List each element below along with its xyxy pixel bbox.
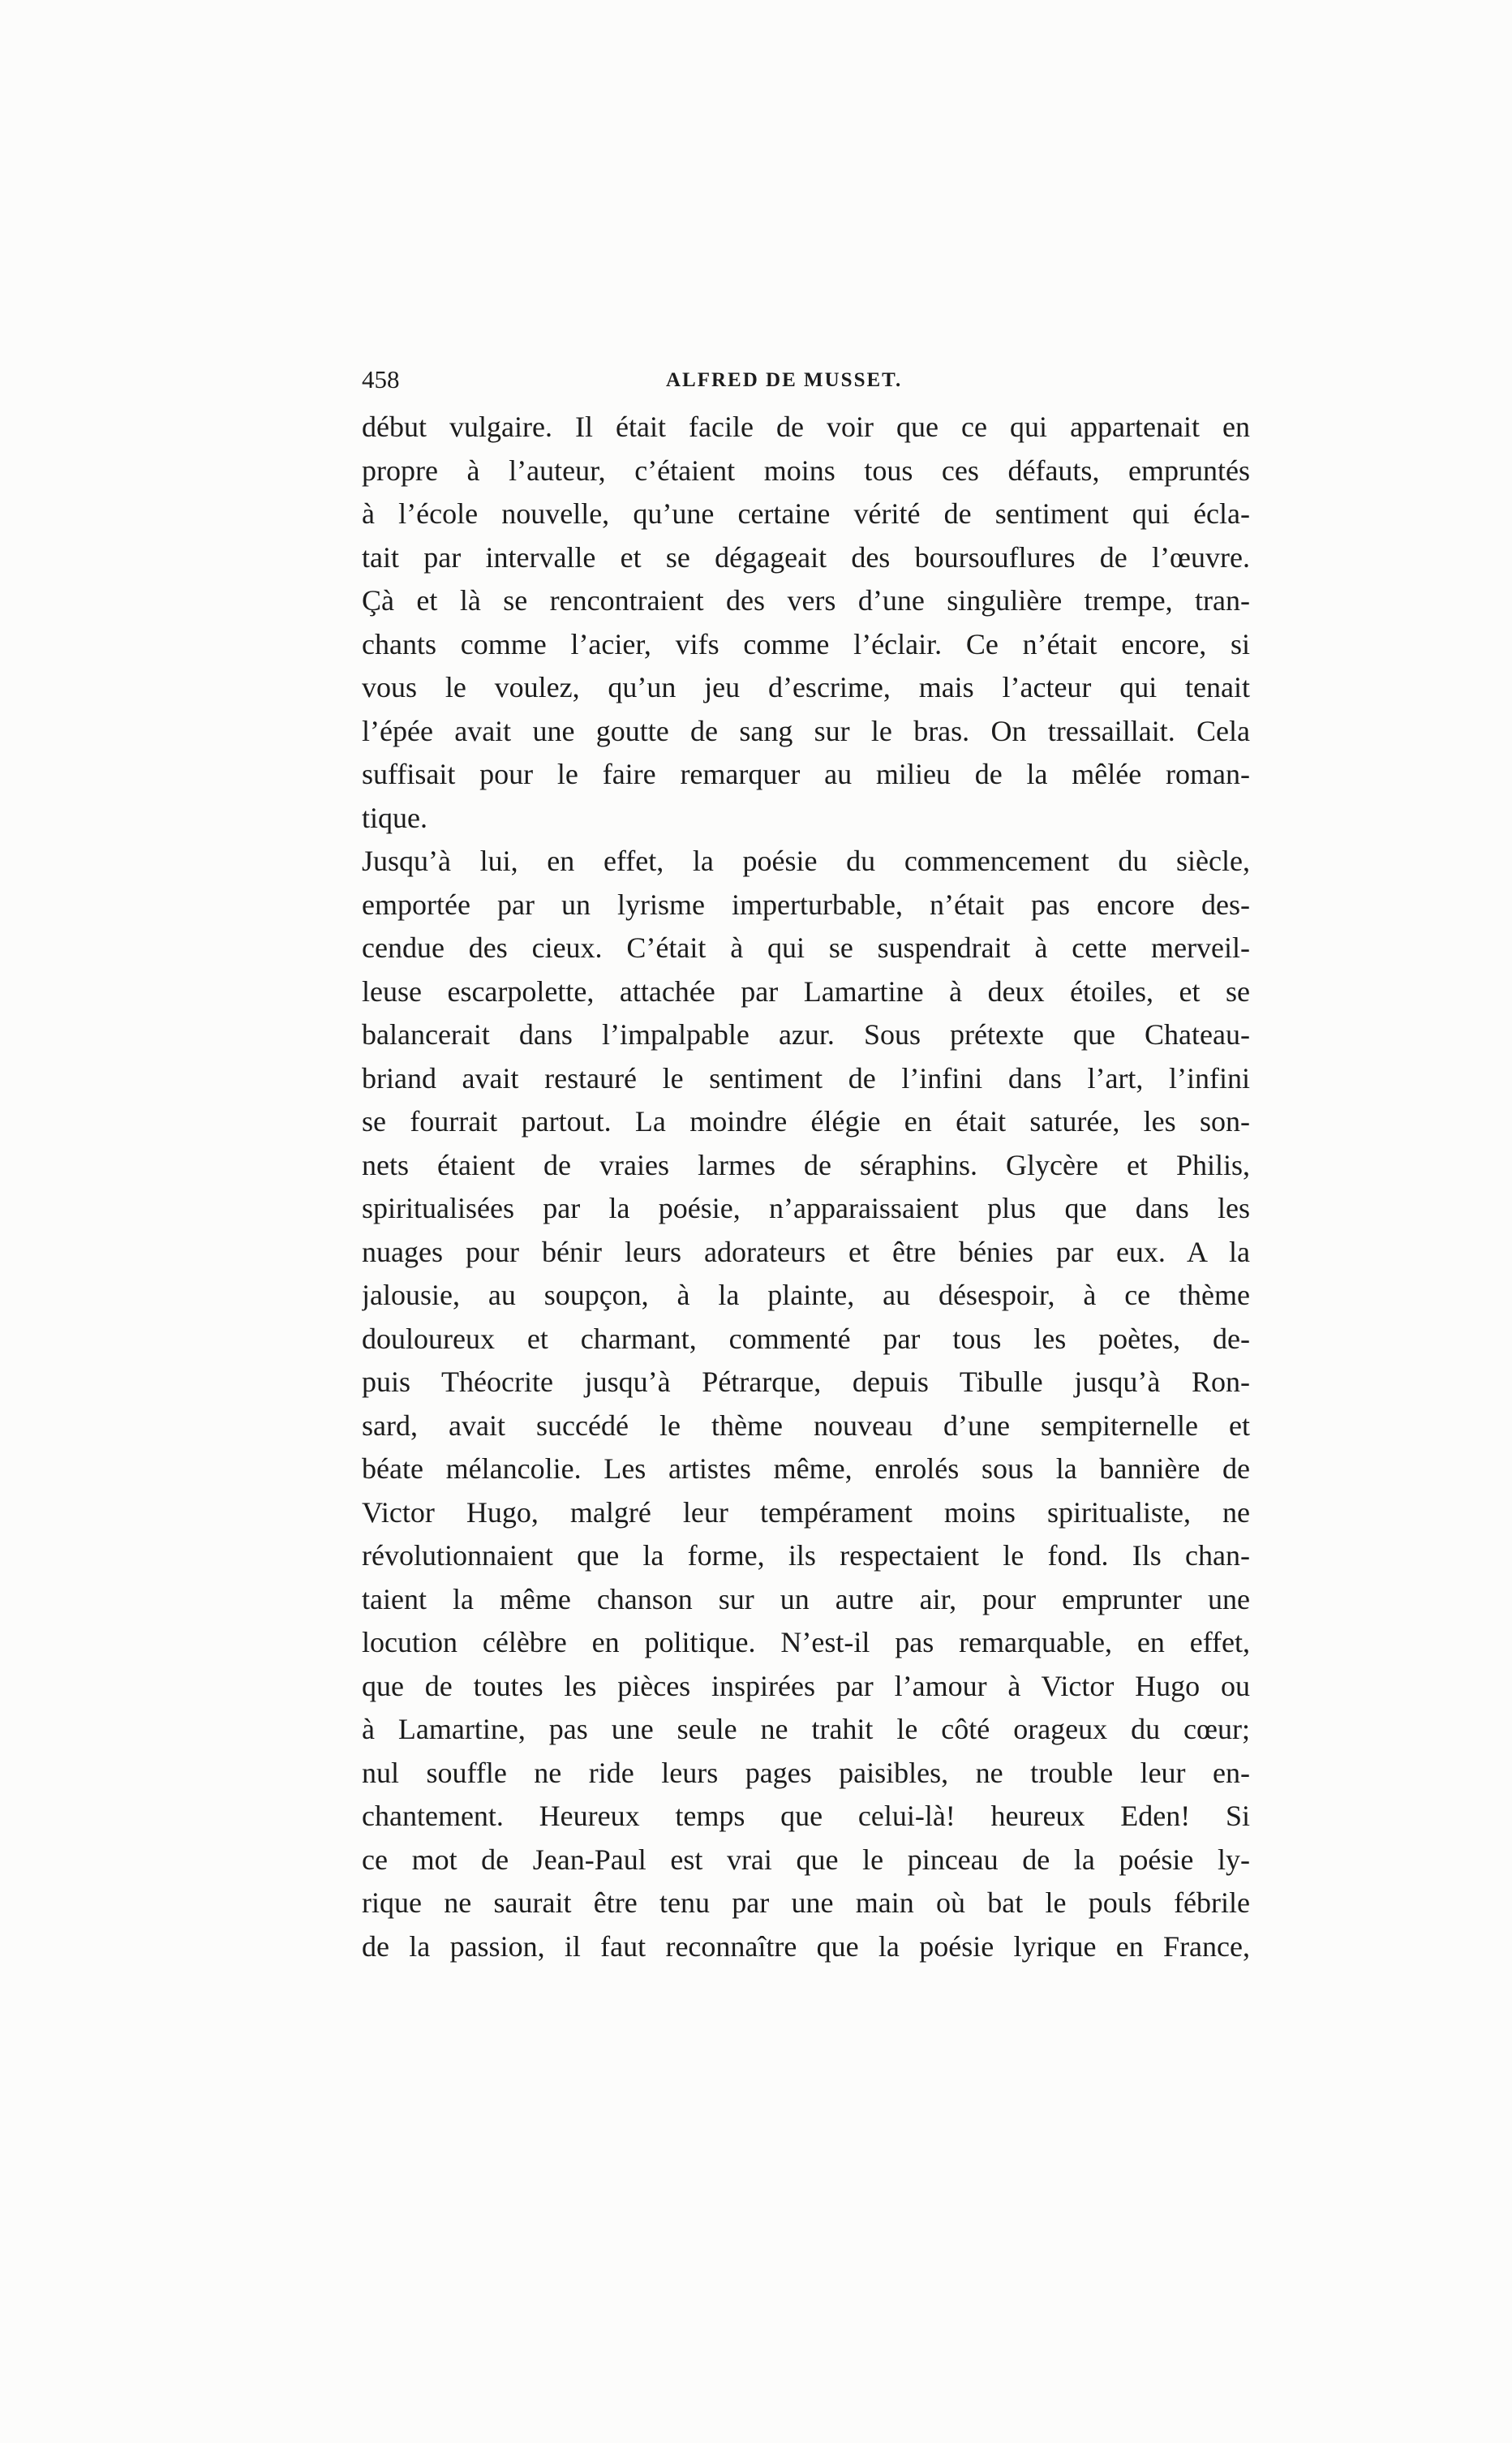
text-line: à Lamartine, pas une seule ne trahit le côté orageux du cœur;: [362, 1713, 1250, 1745]
text-line: début vulgaire. Il était facile de voir que ce qui appartenait en: [362, 411, 1250, 443]
text-line: rique ne saurait être tenu par une main où bat le pouls fébrile: [362, 1886, 1250, 1919]
text-line: locution célèbre en politique. N’est-il pas remarquable, en effet,: [362, 1626, 1250, 1658]
text-line: jalousie, au soupçon, à la plainte, au désespoir, à ce thème: [362, 1279, 1250, 1311]
text-line: à l’école nouvelle, qu’une certaine vérité de sentiment qui écla-: [362, 497, 1250, 530]
text-line: suffisait pour le faire remarquer au milieu de la mêlée roman-: [362, 758, 1250, 790]
text-line: puis Théocrite jusqu’à Pétrarque, depuis Tibulle jusqu’à Ron-: [362, 1366, 1250, 1398]
text-line: Victor Hugo, malgré leur tempérament moins spiritualiste, ne: [362, 1495, 1250, 1529]
text-line: l’épée avait une goutte de sang sur le bras. On tressaillait. Cela: [362, 714, 1250, 747]
text-line: Çà et là se rencontraient des vers d’une singulière trempe, tran-: [362, 584, 1250, 617]
text-line: taient la même chanson sur un autre air, pour emprunter une: [362, 1582, 1250, 1615]
running-title: ALFRED DE MUSSET.: [666, 369, 903, 391]
text-line: emportée par un lyrisme imperturbable, n’était pas encore des-: [362, 888, 1250, 921]
text-line: vous le voulez, qu’un jeu d’escrime, mais l’acteur qui tenait: [362, 671, 1250, 703]
text-line: que de toutes les pièces inspirées par l’amour à Victor Hugo ou: [362, 1669, 1250, 1702]
text-line: se fourrait partout. La moindre élégie en était saturée, les son-: [362, 1105, 1250, 1138]
text-line: nets étaient de vraies larmes de séraphins. Glycère et Philis,: [362, 1148, 1250, 1181]
text-line: cendue des cieux. C’était à qui se suspendrait à cette merveil-: [362, 931, 1250, 964]
page-header: [362, 363, 1254, 396]
text-line: sard, avait succédé le thème nouveau d’une sempiternelle et: [362, 1409, 1250, 1442]
text-line: chantement. Heureux temps que celui-là! heureux Eden! Si: [362, 1800, 1250, 1832]
text-line: propre à l’auteur, c’étaient moins tous ces défauts, empruntés: [362, 454, 1250, 487]
text-line: chants comme l’acier, vifs comme l’éclair. Ce n’était encore, si: [362, 627, 1250, 660]
text-line: leuse escarpolette, attachée par Lamartine à deux étoiles, et se: [362, 974, 1250, 1008]
text-line: douloureux et charmant, commenté par tous les poètes, de-: [362, 1322, 1250, 1355]
text-line: tait par intervalle et se dégageait des boursouflures de l’œuvre.: [362, 540, 1250, 574]
text-line: béate mélancolie. Les artistes même, enrolés sous la bannière de: [362, 1452, 1250, 1485]
text-line: révolutionnaient que la forme, ils respectaient le fond. Ils chan-: [362, 1539, 1250, 1572]
text-line: nuages pour bénir leurs adorateurs et être bénies par eux. A la: [362, 1235, 1250, 1268]
body-text: [362, 406, 1250, 1968]
text-line: briand avait restauré le sentiment de l’infini dans l’art, l’infini: [362, 1061, 1250, 1095]
text-line: tique.: [362, 801, 427, 834]
text-line: de la passion, il faut reconnaître que la poésie lyrique en France,: [362, 1929, 1250, 1963]
text-line: nul souffle ne ride leurs pages paisibles, ne trouble leur en-: [362, 1756, 1250, 1789]
text-line: balancerait dans l’impalpable azur. Sous prétexte que Chateau-: [362, 1018, 1250, 1051]
paragraph-start-line: Jusqu’à lui, en effet, la poésie du commencement du siècle,: [362, 845, 1250, 877]
page-number: 458: [362, 365, 400, 394]
text-line: spiritualisées par la poésie, n’apparaissaient plus que dans les: [362, 1192, 1250, 1224]
text-line: ce mot de Jean-Paul est vrai que le pinceau de la poésie ly-: [362, 1843, 1250, 1876]
